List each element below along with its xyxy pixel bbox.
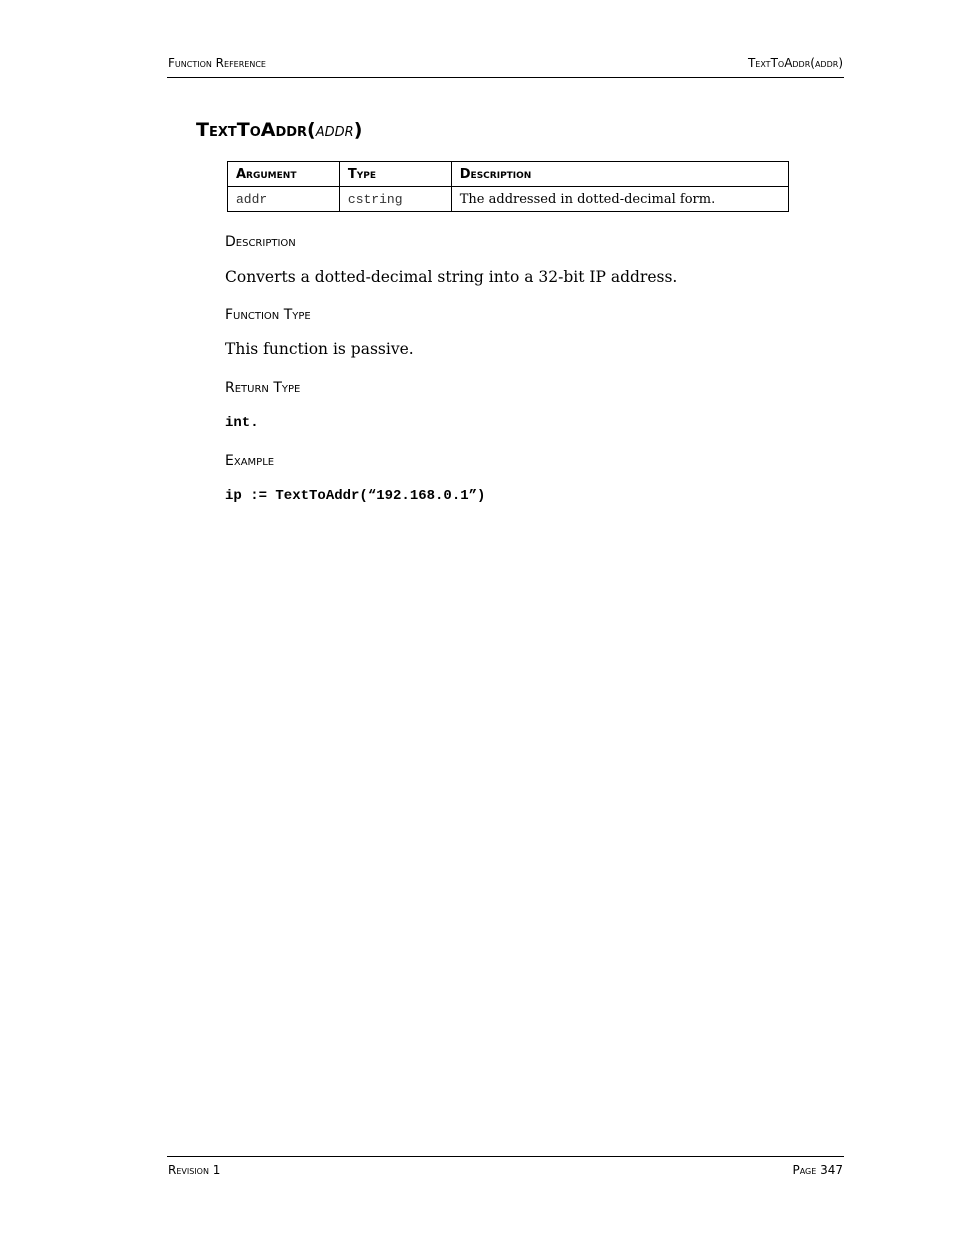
function-type-text: This function is passive. (225, 340, 414, 358)
description-text: Converts a dotted-decimal string into a 32-bit IP address. (225, 268, 678, 286)
return-type-text: int. (225, 415, 259, 431)
title-param: addr (315, 119, 354, 141)
cell-type: cstring (339, 187, 451, 212)
column-header-type: Type (339, 162, 451, 187)
table-header-row (228, 162, 789, 187)
page-header (167, 56, 844, 78)
cell-argument: addr (228, 187, 340, 212)
table-row (228, 187, 789, 212)
example-code: ip := TextToAddr(“192.168.0.1”) (225, 488, 486, 504)
footer-page-number: Page 347 (792, 1163, 843, 1177)
column-header-description: Description (451, 162, 788, 187)
title-function-name: TextToAddr( (196, 119, 316, 141)
cell-description: The addressed in dotted-decimal form. (451, 187, 788, 212)
argument-table (227, 161, 789, 212)
header-chapter: Function Reference (168, 56, 266, 70)
footer-revision: Revision 1 (168, 1163, 221, 1177)
example-heading: Example (225, 453, 275, 469)
return-type-heading: Return Type (225, 380, 301, 396)
function-type-heading: Function Type (225, 307, 311, 323)
title-close-paren: ) (353, 119, 363, 141)
header-function: TextToAddr(addr) (747, 56, 843, 70)
page-footer (167, 1156, 844, 1177)
column-header-argument: Argument (228, 162, 340, 187)
description-heading: Description (225, 234, 296, 250)
page-title (196, 118, 362, 142)
